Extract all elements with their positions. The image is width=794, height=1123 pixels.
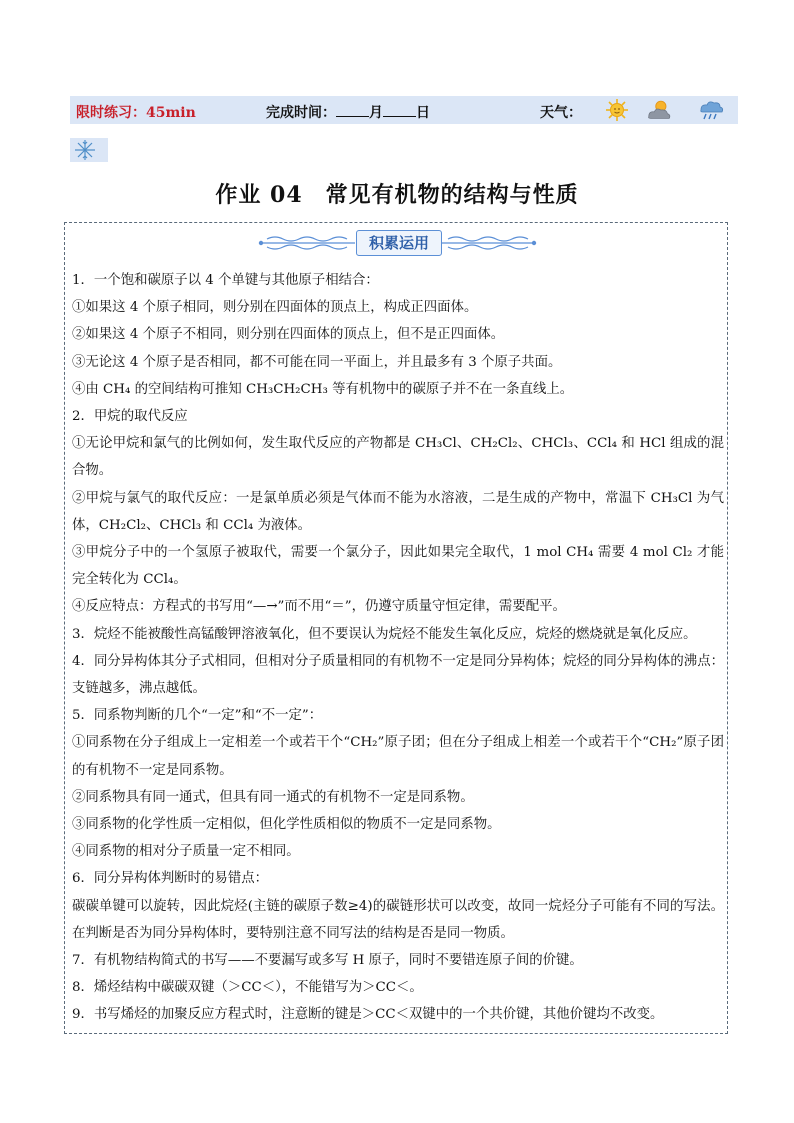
content-body — [72, 267, 724, 1029]
rain-cloud-icon[interactable] — [698, 98, 724, 122]
sun-cloud-icon[interactable] — [646, 98, 672, 122]
point-2-item-1: ①无论甲烷和氯气的比例如何，发生取代反应的产物都是 CH₃Cl、CH₂Cl₂、CHCl₃、CCl₄ 和 HCl 组成的混合物。 — [72, 436, 724, 479]
month-label: 月 — [369, 105, 383, 121]
point-1-item-1: ①如果这 4 个原子相同，则分别在四面体的顶点上，构成正四面体。 — [72, 300, 478, 316]
point-7: 7．有机物结构简式的书写——不要漏写或多写 H 原子，同时不要错连原子间的价键。 — [72, 953, 583, 969]
point-6-heading: 6．同分异构体判断时的易错点： — [72, 871, 268, 887]
point-2-item-2: ②甲烷与氯气的取代反应：一是氯单质必须是气体而不能为水溶液，二是生成的产物中，常温下 CH₃Cl 为气体，CH₂Cl₂、CHCl₃ 和 CCl₄ 为液体。 — [72, 490, 724, 533]
time-limit-value: 45min — [146, 105, 196, 121]
month-blank[interactable] — [336, 104, 369, 117]
section-label: 积累运用 — [356, 230, 442, 256]
point-4: 4．同分异构体其分子式相同，但相对分子质量相同的有机物不一定是同分异构体；烷烃的同分异构体的沸点：支链越多，沸点越低。 — [72, 653, 724, 697]
weather-label: 天气： — [540, 105, 582, 121]
point-1-item-4: ④由 CH₄ 的空间结构可推知 CH₃CH₂CH₃ 等有机物中的碳原子并不在一条直线上。 — [72, 381, 574, 397]
point-5-item-2: ②同系物具有同一通式，但具有同一通式的有机物不一定是同系物。 — [72, 789, 474, 805]
point-2-item-4: ④反应特点：方程式的书写用“—→”而不用“＝”，仍遵守质量守恒定律，需要配平。 — [72, 599, 566, 615]
point-2-heading: 2．甲烷的取代反应 — [72, 409, 188, 425]
time-limit-label: 限时练习： — [76, 105, 146, 121]
page-title: 作业 04 常见有机物的结构与性质 — [215, 182, 579, 208]
point-9: 9．书写烯烃的加聚反应方程式时，注意断的键是＞CC＜双键中的一个共价键，其他价键均不改变。 — [72, 1007, 664, 1023]
point-1-item-2: ②如果这 4 个原子不相同，则分别在四面体的顶点上，但不是正四面体。 — [72, 327, 505, 343]
snow-badge — [70, 138, 108, 162]
point-5-item-4: ④同系物的相对分子质量一定不相同。 — [72, 844, 300, 860]
completion-time — [266, 102, 430, 122]
point-5-item-3: ③同系物的化学性质一定相似，但化学性质相似的物质不一定是同系物。 — [72, 817, 501, 833]
point-5-heading: 5．同系物判断的几个“一定”和“不一定”： — [72, 708, 323, 724]
point-1-heading: 1．一个饱和碳原子以 4 个单键与其他原子相结合： — [72, 273, 379, 288]
point-8: 8．烯烃结构中碳碳双键（＞CC＜），不能错写为＞CC＜。 — [72, 980, 423, 996]
day-blank[interactable] — [383, 104, 416, 117]
point-6-body: 碳碳单键可以旋转，因此烷烃(主链的碳原子数≥4)的碳链形状可以改变，故同一烷烃分子可能有不同的写法。在判断是否为同分异构体时，要特别注意不同写法的结构是否是同一物质。 — [72, 898, 724, 941]
sun-icon[interactable] — [604, 98, 630, 122]
point-1-item-3: ③无论这 4 个原子是否相同，都不可能在同一平面上，并且最多有 3 个原子共面。 — [72, 354, 562, 370]
completion-time-label: 完成时间： — [266, 105, 336, 121]
point-2-item-3: ③甲烷分子中的一个氢原子被取代，需要一个氯分子，因此如果完全取代，1 mol CH₄ 需要 4 mol Cl₂ 才能完全转化为 CCl₄。 — [72, 545, 724, 588]
point-5-item-1: ①同系物在分子组成上一定相差一个或若干个“CH₂”原子团；但在分子组成上相差一个或若干个“CH₂”原子团的有机物不一定是同系物。 — [72, 735, 724, 778]
point-3: 3．烷烃不能被酸性高锰酸钾溶液氧化，但不要误认为烷烃不能发生氧化反应，烷烃的燃烧就是氧化反应。 — [72, 626, 697, 642]
day-label: 日 — [416, 105, 430, 121]
snowflake-icon — [74, 139, 96, 161]
time-limit — [76, 102, 196, 122]
